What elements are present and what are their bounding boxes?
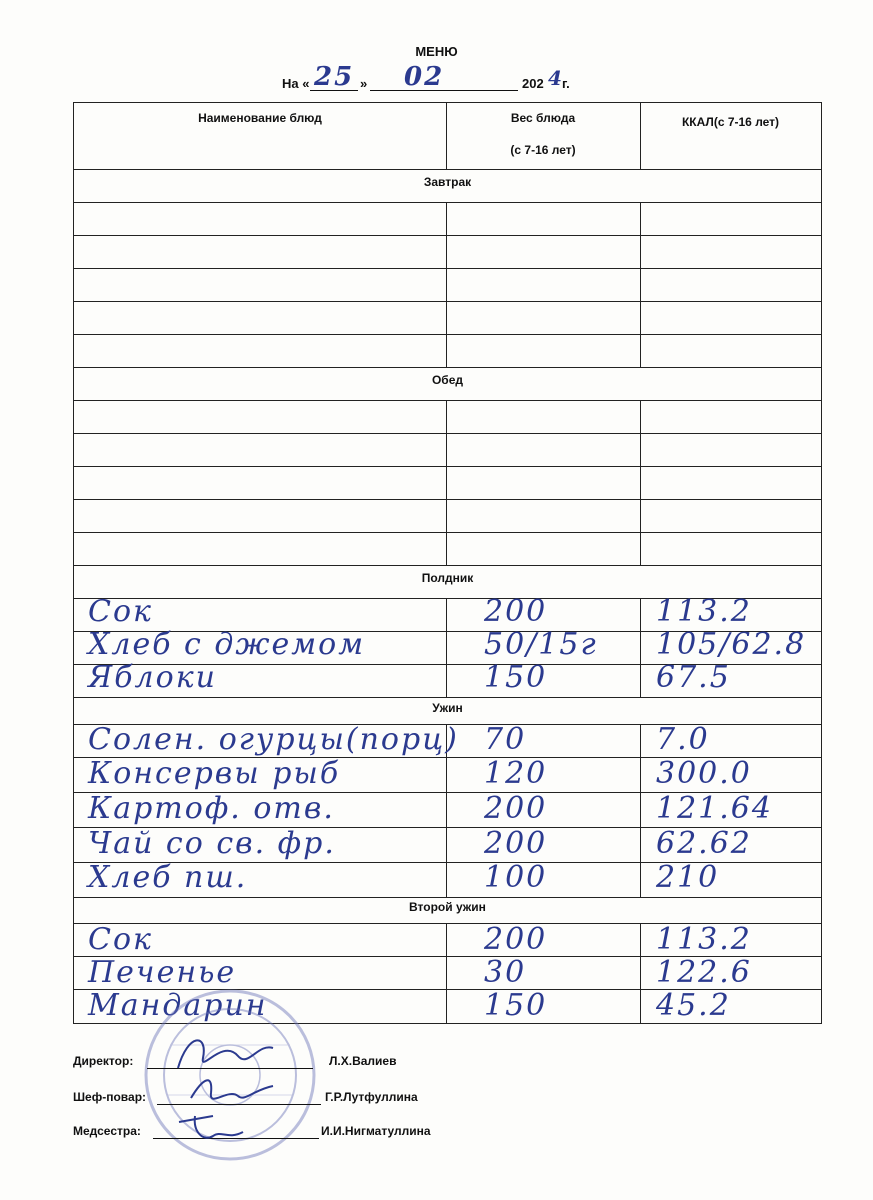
- dish-kcal: 113.2: [656, 922, 752, 957]
- dish-kcal: 122.6: [656, 955, 752, 990]
- dish-name: Картоф. отв.: [88, 791, 335, 826]
- dish-weight: 150: [484, 660, 548, 695]
- section-dinner: Ужин: [432, 701, 463, 715]
- row-divider: [74, 334, 821, 335]
- dish-kcal: 7.0: [656, 722, 710, 757]
- dish-name: Хлеб с джемом: [88, 627, 366, 662]
- section-lunch: Обед: [431, 373, 464, 387]
- row-divider: [74, 202, 821, 203]
- dish-kcal: 121.64: [656, 791, 773, 826]
- dish-name: Консервы рыб: [88, 756, 341, 791]
- date-prefix: На «: [282, 76, 310, 91]
- col-divider: [640, 923, 641, 1023]
- dish-weight: 150: [484, 988, 548, 1023]
- page-title: МЕНЮ: [415, 44, 458, 59]
- row-divider: [74, 400, 821, 401]
- dish-name: Сок: [88, 594, 153, 629]
- dish-kcal: 210: [656, 860, 720, 895]
- nurse-label: Медсестра:: [73, 1124, 141, 1138]
- date-year-prefix: 202: [522, 76, 544, 91]
- date-line: [282, 62, 602, 94]
- dish-name: Печенье: [88, 955, 237, 990]
- dish-weight: 120: [484, 756, 548, 791]
- nurse-name: И.И.Нигматуллина: [321, 1124, 431, 1138]
- dish-weight: 50/15г: [484, 627, 598, 662]
- director-label: Директор:: [73, 1054, 134, 1068]
- col-divider: [640, 103, 641, 169]
- dish-kcal: 62.62: [656, 826, 752, 861]
- chef-name: Г.Р.Лутфуллина: [325, 1090, 418, 1104]
- dish-name: Солен. огурцы(порц): [88, 722, 459, 757]
- dish-weight: 200: [484, 791, 548, 826]
- row-divider: [74, 499, 821, 500]
- dish-weight: 200: [484, 922, 548, 957]
- dish-kcal: 45.2: [656, 988, 731, 1023]
- dish-weight: 200: [484, 594, 548, 629]
- dish-name: Мандарин: [88, 988, 268, 1023]
- col-divider: [640, 598, 641, 697]
- col-divider: [446, 103, 447, 169]
- row-divider: [74, 897, 821, 898]
- col-divider: [446, 202, 447, 367]
- col-divider: [446, 598, 447, 697]
- month-underline: [370, 90, 518, 91]
- col-divider: [640, 400, 641, 565]
- col-divider: [446, 400, 447, 565]
- row-divider: [74, 169, 821, 170]
- dish-kcal: 67.5: [656, 660, 731, 695]
- dish-weight: 30: [484, 955, 527, 990]
- dish-name: Чай со св. фр.: [88, 826, 336, 861]
- dish-weight: 200: [484, 826, 548, 861]
- dish-name: Сок: [88, 922, 153, 957]
- col-divider: [640, 724, 641, 897]
- section-breakfast: Завтрак: [423, 175, 472, 189]
- dish-weight: 100: [484, 860, 548, 895]
- col-divider: [446, 923, 447, 1023]
- date-year-digit: 4: [548, 66, 564, 90]
- director-name: Л.Х.Валиев: [329, 1054, 397, 1068]
- dish-kcal: 300.0: [656, 756, 752, 791]
- row-divider: [74, 697, 821, 698]
- chef-label: Шеф-повар:: [73, 1090, 147, 1104]
- dish-kcal: 105/62.8: [656, 627, 807, 662]
- col-divider: [640, 202, 641, 367]
- dish-weight: 70: [484, 722, 527, 757]
- header-dish-name: Наименование блюд: [198, 111, 322, 125]
- row-divider: [74, 565, 821, 566]
- row-divider: [74, 466, 821, 467]
- dish-kcal: 113.2: [656, 594, 752, 629]
- date-month: 02: [404, 62, 445, 92]
- dish-name: Хлеб пш.: [88, 860, 248, 895]
- row-divider: [74, 433, 821, 434]
- section-second-dinner: Второй ужин: [409, 900, 486, 914]
- signature-block: [73, 1050, 573, 1150]
- date-suffix: г.: [562, 76, 570, 91]
- nurse-handwritten-signature: [173, 1102, 263, 1146]
- row-divider: [74, 367, 821, 368]
- dish-name: Яблоки: [88, 660, 217, 695]
- header-weight-age: (с 7-16 лет): [510, 143, 576, 157]
- row-divider: [74, 268, 821, 269]
- header-kcal: ККАЛ(с 7-16 лет): [681, 115, 780, 129]
- section-snack: Полдник: [421, 571, 474, 585]
- date-close-quote: »: [360, 76, 368, 91]
- row-divider: [74, 235, 821, 236]
- header-weight: Вес блюда: [510, 111, 576, 125]
- row-divider: [74, 301, 821, 302]
- date-day: 25: [314, 62, 355, 92]
- menu-table: [73, 102, 822, 1024]
- row-divider: [74, 532, 821, 533]
